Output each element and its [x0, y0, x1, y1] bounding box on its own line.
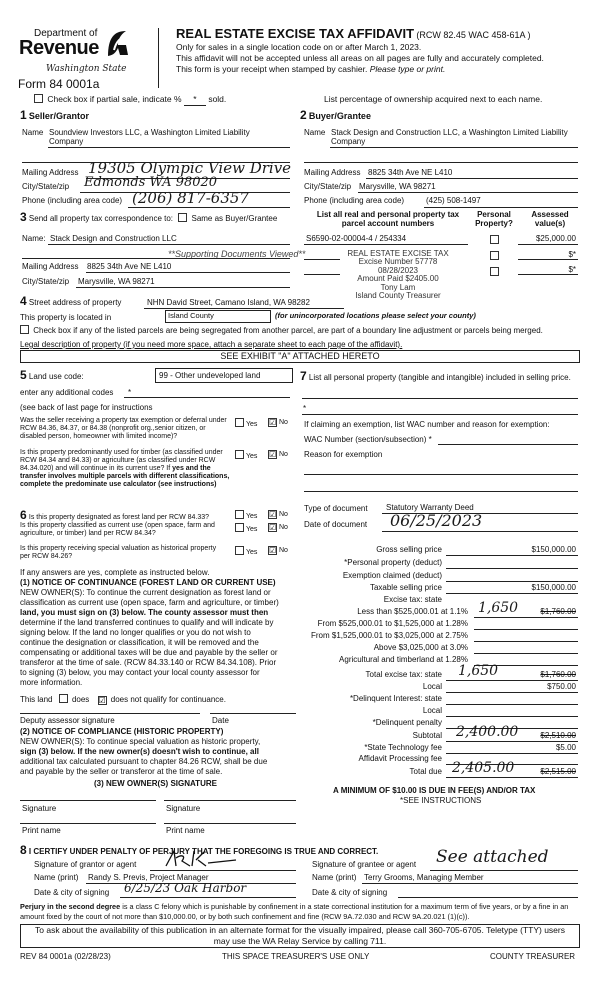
section6-no: 6	[20, 508, 27, 522]
wac-line	[438, 444, 578, 445]
notice2-text	[20, 737, 267, 777]
taxable-label: Taxable selling price	[369, 583, 442, 592]
does-not-checkbox[interactable]: ☑	[98, 696, 106, 705]
reason-line-2	[304, 491, 578, 492]
street-line	[144, 308, 344, 309]
see-instructions: *SEE INSTRUCTIONS	[400, 796, 482, 805]
landuse-q2-yes[interactable]	[235, 450, 257, 461]
exemption-claimed-label: Exemption claimed (deduct)	[342, 571, 442, 580]
tier1-label: Less than $525,000.01 at 1.1%	[357, 607, 468, 616]
notice2-title: (2) NOTICE OF COMPLIANCE (HISTORIC PROPERTY)	[20, 727, 224, 736]
header-sub3: This form is your receipt when stamped by cashier.	[176, 64, 368, 74]
subtotal-hand[interactable]: 2,400.00	[456, 724, 519, 740]
landuse-q1-yes[interactable]	[235, 418, 257, 429]
landuse-q2	[20, 449, 232, 489]
parcel-header-numbers: List all real and personal property tax parcel account numbers	[316, 210, 460, 229]
section6-q1-no[interactable]: ☑ No	[269, 510, 288, 519]
notice2-line: additional tax calculated pursuant to chapter 84.26 RCW, shall be due	[20, 757, 268, 766]
additional-codes-value[interactable]: *	[128, 388, 132, 397]
ownership-note: List percentage of ownership acquired next to each name.	[324, 94, 543, 104]
section6-q3-yes[interactable]	[235, 546, 257, 557]
section6-q1-row	[20, 509, 209, 523]
parcel-row-2-value[interactable]: $*	[568, 250, 576, 259]
grantee-sig-line	[430, 870, 578, 871]
seller-phone-line	[128, 207, 290, 208]
section6-q1-yes-label: Yes	[246, 513, 258, 520]
buyer-city-line	[358, 192, 578, 193]
form-rcw: (RCW 82.45 WAC 458-61A )	[416, 30, 531, 40]
section6-q1: Is this property designated as forest land per RCW 84.33?	[28, 514, 210, 521]
correspondence-name-value[interactable]: Stack Design and Construction LLC	[50, 234, 177, 243]
segregated-note: Check box if any of the listed parcels are being segregated from another parcel, are part of a boundary line adjustment or parcels being merged.	[33, 326, 543, 335]
parcel-row-1-line	[304, 244, 468, 245]
owner-sig-line-2	[164, 800, 296, 801]
notice1-line: continue the designation or classification, it will be removed and the	[20, 638, 259, 647]
landuse-select-value: 99 - Other undeveloped land	[159, 371, 261, 380]
dept-line3: Washington State	[46, 64, 127, 74]
exemption-claimed-line	[446, 581, 578, 582]
tech-fee-label: *State Technology fee	[364, 743, 442, 752]
grantee-name-label: Name (print)	[312, 873, 357, 882]
partial-sale-row	[34, 94, 226, 106]
partial-sale-suffix: sold.	[208, 94, 227, 104]
parcel-row-3-personal-checkbox[interactable]	[490, 267, 499, 276]
owner-print-line-2	[164, 823, 296, 824]
stamp-line5: Tony Lam	[380, 282, 416, 292]
personal-property-value[interactable]: *	[303, 404, 307, 413]
landuse-q1-no-label: No	[279, 419, 288, 426]
county-treasurer: COUNTY TREASURER	[490, 952, 576, 961]
doc-type-label: Type of document	[304, 504, 368, 513]
personal-line	[446, 568, 578, 569]
section6-q1-no-label: No	[279, 511, 288, 518]
doc-date-line	[382, 531, 578, 532]
subtotal-struck: $2,510.00	[540, 731, 576, 740]
tech-fee-line	[446, 753, 578, 754]
header-sub2: This affidavit will not be accepted unless all areas on all pages are fully and accurately completed.	[176, 53, 544, 63]
tier2-label: From $525,000.01 to $1,525,000 at 1.28%	[317, 619, 468, 628]
landuse-q1-yes-label: Yes	[246, 421, 258, 428]
parcel-row-3-line	[304, 274, 340, 275]
grantee-date-line	[398, 897, 578, 898]
correspondence-mailing-line	[86, 272, 290, 273]
tier5-label: Agricultural and timberland at 1.28%	[339, 655, 468, 664]
notice1-text	[20, 588, 279, 688]
tier1-hand[interactable]: 1,650	[478, 600, 519, 616]
section7-no: 7	[300, 369, 307, 383]
if-yes-note: If any answers are yes, complete as instructed below.	[20, 568, 210, 577]
grantor-name-value[interactable]: Randy S. Previs, Project Manager	[88, 873, 209, 882]
grantee-sig-value[interactable]: See attached	[436, 847, 549, 867]
supporting-docs: **Supporting Documents Viewed**	[168, 249, 306, 259]
doc-date-label: Date of document	[304, 520, 368, 529]
total-due-struck: $2,515.00	[540, 767, 576, 776]
correspondence-label: Send all property tax correspondence to:	[28, 214, 174, 223]
landuse-q2-no-label: No	[279, 451, 288, 458]
legal-description-field[interactable]	[20, 350, 580, 363]
landuse-q2-no[interactable]: ☑ No	[269, 450, 288, 459]
seller-phone-value[interactable]: (206) 817-6357	[132, 189, 249, 207]
county-select[interactable]	[165, 310, 271, 323]
seller-mailing-label: Mailing Address	[22, 168, 79, 177]
grantor-date-value[interactable]: 6/25/23 Oak Harbor	[124, 881, 247, 895]
landuse-row	[20, 369, 84, 383]
landuse-q2-text: Is this property predominantly used for timber (as classified under RCW 84.34 and 84.33) or agriculture (as classified under RCW 84.34.020) and will continue in its current use? If	[20, 449, 223, 473]
gross-label: Gross selling price	[376, 545, 442, 554]
buyer-name-label: Name	[304, 128, 326, 137]
correspondence-row	[20, 211, 277, 225]
revenue-logo-icon	[104, 28, 132, 58]
grantee-name-value[interactable]: Terry Grooms, Managing Member	[364, 873, 484, 882]
partial-sale-checkbox[interactable]	[34, 94, 43, 103]
correspondence-mailing-value[interactable]: 8825 34th Ave NE L410	[87, 262, 172, 271]
dept-line1: Department of	[34, 28, 98, 39]
grantor-signature[interactable]	[160, 848, 240, 870]
see-back-label: (see back of last page for instructions	[20, 403, 153, 412]
personal-label: *Personal property (deduct)	[344, 558, 442, 567]
landuse-q1: Was the seller receiving a property tax exemption or deferral under RCW 84.36, 84.37, or 84.38 (nonprofit org.,senior citizen, or disabled person, homeowner with limited income)?	[20, 417, 227, 441]
notice2-line: NEW OWNER(S): To continue special valuation as historic property,	[20, 737, 261, 746]
form-number: Form 84 0001a	[18, 77, 100, 91]
total-due-label: Total due	[409, 767, 442, 776]
stamp-line1: REAL ESTATE EXCISE TAX	[347, 249, 449, 258]
seller-name-value[interactable]: Soundview Investors LLC, a Washington Limited Liability Company	[49, 128, 250, 147]
excise-stamp	[344, 250, 452, 300]
stamp-line3: 08/28/2023	[377, 265, 419, 275]
buyer-phone-label: Phone (including area code)	[304, 196, 405, 205]
delinquent-interest-line	[446, 704, 578, 705]
notice3-title: (3) NEW OWNER(S) SIGNATURE	[94, 779, 217, 788]
owner-sig-line-1	[20, 800, 156, 801]
buyer-mailing-value[interactable]: 8825 34th Ave NE L410	[368, 168, 453, 177]
notice1-title: (1) NOTICE OF CONTINUANCE (FOREST LAND OR CURRENT USE)	[20, 578, 276, 587]
seller-phone-label: Phone (including area code)	[22, 196, 123, 205]
form-title-row	[176, 27, 531, 42]
section6-q3-no-label: No	[279, 547, 288, 554]
street-value[interactable]: NHN David Street, Camano Island, WA 98282	[147, 298, 310, 307]
certify-section-no: 8	[20, 843, 27, 857]
section6-q3-no[interactable]: ☑ No	[269, 546, 288, 555]
total-state-hand[interactable]: 1,650	[458, 663, 499, 679]
buyer-name-line2	[304, 162, 578, 163]
landuse-section-no: 5	[20, 368, 27, 382]
grantor-date-label: Date & city of signing	[34, 888, 110, 897]
wac-label: WAC Number (section/subsection)	[304, 435, 427, 444]
parcel-row-3-value-line	[518, 274, 578, 275]
grantee-sig-label: Signature of grantee or agent	[312, 860, 417, 869]
correspondence-name-line	[48, 244, 290, 245]
buyer-city-label: City/State/zip	[304, 182, 352, 191]
correspondence-city-value[interactable]: Marysville, WA 98271	[78, 277, 155, 286]
accessibility-box	[20, 924, 580, 948]
owner-print-line-1	[20, 823, 156, 824]
notice1-line: transferor at the time of sale. (RCW 84.33.140 or RCW 84.34.108). Prior	[20, 658, 277, 667]
affidavit-fee-label: Affidavit Processing fee	[358, 754, 442, 763]
deputy-label: Deputy assessor signature	[20, 716, 115, 725]
section6-q3: Is this property receiving special valuation as historical property per RCW 84.26?	[20, 545, 217, 561]
legal-description-value: SEE EXHIBIT "A" ATTACHED HERETO	[220, 351, 380, 361]
tier2-line	[474, 629, 578, 630]
does-not-label: does not qualify for continuance.	[110, 695, 226, 704]
same-as-checkbox[interactable]	[178, 213, 187, 222]
header-sub3-row	[176, 65, 445, 75]
header-sub3-italic: Please type or print.	[369, 64, 446, 74]
owner-sig-label-2: Signature	[166, 804, 201, 813]
grantee-date-label: Date & city of signing	[312, 888, 388, 897]
gross-value[interactable]: $150,000.00	[531, 545, 576, 554]
buyer-name-line	[330, 147, 578, 148]
taxable-value[interactable]: $150,000.00	[531, 583, 576, 592]
this-land-label: This land	[20, 695, 53, 704]
seller-city-label: City/State/zip	[22, 182, 70, 191]
total-state-label: Total excise tax: state	[365, 670, 442, 679]
buyer-mailing-line	[366, 178, 578, 179]
section6-q1-yes[interactable]	[235, 510, 257, 521]
stamp-line2: Excise Number 57778	[358, 257, 438, 267]
delinquent-local-line	[446, 716, 578, 717]
landuse-q2-yes-label: Yes	[246, 453, 258, 460]
notice2-line: sign (3) below. If the new owner(s) doesn't wish to continue, all	[20, 747, 259, 756]
section6-q3-yes-label: Yes	[246, 549, 258, 556]
exemption-label: If claiming an exemption, list WAC number and reason for exemption:	[304, 420, 550, 429]
total-due-hand[interactable]: 2,405.00	[452, 760, 515, 776]
owner-sig-label-1: Signature	[22, 804, 57, 813]
seller-city-value[interactable]: Edmonds WA 98020	[84, 175, 218, 190]
partial-sale-value[interactable]: *	[184, 95, 206, 106]
grantor-sig-line	[150, 870, 296, 871]
notice1-line: land, you must sign on (3) below. The county assessor must then	[20, 608, 269, 617]
deputy-sig-line	[20, 713, 200, 714]
local-label: Local	[422, 682, 442, 691]
correspondence-city-label: City/State/zip	[22, 277, 70, 286]
parcel-header-personal: Personal Property?	[475, 210, 513, 229]
section6-q2-yes[interactable]	[235, 523, 257, 534]
buyer-name-value[interactable]: Stack Design and Construction LLC, a Washington Limited Liability Company	[331, 128, 568, 147]
owner-print-label-2: Print name	[166, 826, 205, 835]
section6-q2-yes-label: Yes	[246, 526, 258, 533]
seller-section-no: 1	[20, 108, 27, 122]
correspondence-section-no: 3	[20, 210, 27, 224]
delinquent-interest-label: *Delinquent Interest: state	[349, 694, 442, 703]
grantor-name-label: Name (print)	[34, 873, 79, 882]
tier1-line	[474, 617, 578, 618]
dept-line2: Revenue	[19, 37, 99, 59]
landuse-select[interactable]	[155, 368, 293, 383]
accessibility-text: To ask about the availability of this publication in an alternate format for the visually impaired, please call 360-705-6705. Teletype (TTY) users may use the WA Relay Service by calling 711.	[35, 925, 565, 946]
doc-type-value[interactable]: Statutory Warranty Deed	[386, 503, 474, 512]
grantee-name-line	[362, 883, 578, 884]
minimum-note: A MINIMUM OF $10.00 IS DUE IN FEE(S) AND/OR TAX	[333, 786, 536, 795]
gross-line	[446, 555, 578, 556]
located-label: This property is located in	[20, 313, 112, 322]
notice1-line: classification as current use (open space, farm and agriculture, or timber)	[20, 598, 279, 607]
treasurer-use: THIS SPACE TREASURER'S USE ONLY	[222, 952, 370, 961]
buyer-city-value[interactable]: Marysville, WA 98271	[359, 182, 436, 191]
local-line	[446, 692, 578, 693]
street-label: Street address of property	[28, 298, 122, 307]
does-checkbox[interactable]	[59, 694, 68, 703]
seller-section-title: Seller/Grantor	[28, 111, 89, 121]
seller-name-label: Name	[22, 128, 44, 137]
notice1-line: signing below. If the land no longer qualifies or you do not wish to	[20, 628, 251, 637]
header-divider	[158, 28, 159, 88]
notice1-line: determine if the land transferred continues to qualify and will indicate by	[20, 618, 274, 627]
local-value[interactable]: $750.00	[547, 682, 576, 691]
additional-codes-line	[124, 397, 290, 398]
street-section-no: 4	[20, 294, 27, 308]
stamp-line6: Island County Treasurer	[355, 290, 441, 300]
perjury-text: is a class C felony which is punishable by confinement in a state correctional institution for a maximum term of five years, or by a fine in an amount fixed by the court of not more than $10,000.00, or by both such confinement and fine (RCW 9A.72.030 and RCW 9A.20.021 (1)(c)).	[20, 902, 569, 921]
correspondence-city-line	[76, 287, 290, 288]
buyer-section-title: Buyer/Grantee	[308, 111, 371, 121]
total-due-line	[446, 777, 578, 778]
segregated-row	[20, 325, 543, 335]
seller-section-heading	[20, 109, 89, 123]
stamp-line4: Amount Paid $2405.00	[357, 274, 439, 284]
section6-q2-no[interactable]: ☑ No	[269, 523, 288, 532]
additional-codes-label: enter any additional codes	[20, 388, 114, 397]
rev-number: REV 84 0001a (02/28/23)	[20, 952, 111, 961]
reason-label: Reason for exemption	[304, 450, 383, 459]
does-label: does	[71, 695, 90, 704]
tier4-label: Above $3,025,000 at 3.0%	[373, 643, 468, 652]
section6-q2: Is this property classified as current use (open space, farm and agriculture, or timber) land per RCW 84.34?	[20, 522, 215, 538]
deputy-date-label: Date	[212, 716, 229, 725]
same-as-label: Same as Buyer/Grantee	[191, 214, 278, 223]
parcel-row-1-value-line	[518, 244, 578, 245]
grantor-sig-label: Signature of grantor or agent	[34, 860, 137, 869]
subtotal-label: Subtotal	[412, 731, 442, 740]
deputy-date-line	[210, 713, 296, 714]
personal-property-line-2	[302, 414, 578, 415]
doc-date-value[interactable]: 06/25/2023	[390, 511, 483, 530]
county-select-value: Island County	[168, 311, 214, 320]
parcel-header-assessed: Assessed value(s)	[531, 210, 569, 229]
parcel-row-2-line	[304, 259, 340, 260]
tier3-label: From $1,525,000.01 to $3,025,000 at 2.75%	[310, 631, 468, 640]
tier1-struck: $1,760.00	[540, 607, 576, 616]
correspondence-line2	[22, 258, 290, 259]
section7-row	[300, 370, 578, 384]
legal-label: Legal description of property (if you need more space, attach a separate sheet to each page of the affidavit).	[20, 340, 403, 349]
form-title: REAL ESTATE EXCISE TAX AFFIDAVIT	[176, 26, 415, 41]
buyer-section-heading	[300, 109, 371, 123]
buyer-mailing-label: Mailing Address	[304, 168, 361, 177]
tier4-line	[474, 653, 578, 654]
parcel-row-1-number[interactable]: S6590-02-00004-4 / 254334	[306, 234, 407, 243]
parcel-row-2-personal-checkbox[interactable]	[490, 251, 499, 260]
perjury-bold: Perjury in the second degree	[20, 902, 121, 911]
delinquent-penalty-label: *Delinquent penalty	[372, 718, 442, 727]
tier3-line	[474, 641, 578, 642]
this-land-row	[20, 694, 226, 705]
parcel-row-1-personal-checkbox[interactable]	[490, 235, 499, 244]
subtotal-line	[446, 741, 578, 742]
correspondence-name-label: Name:	[22, 234, 46, 243]
total-state-struck: $1,760.00	[540, 670, 576, 679]
section6-q2-no-label: No	[279, 524, 288, 531]
wac-row	[304, 435, 432, 444]
parcel-row-3-value[interactable]: $*	[568, 265, 576, 274]
delinquent-local-label: Local	[422, 706, 442, 715]
owner-print-label-1: Print name	[22, 826, 61, 835]
landuse-q1-no[interactable]: ☑ No	[269, 418, 288, 427]
certify-statement: I CERTIFY UNDER PENALTY OF PERJURY THAT THE FOREGOING IS TRUE AND CORRECT.	[28, 847, 379, 856]
seller-name-line	[48, 147, 290, 148]
reason-line-1	[304, 474, 578, 475]
wac-value[interactable]: *	[428, 435, 432, 444]
parcel-row-2-value-line	[518, 259, 578, 260]
excise-state-label: Excise tax: state	[383, 595, 442, 604]
notice1-line: more information.	[20, 678, 83, 687]
notice1-line: NEW OWNER(S): To continue the current designation as forest land or	[20, 588, 271, 597]
total-state-line	[446, 680, 578, 681]
notice1-line: compensating or additional taxes will be due and payable by the seller or	[20, 648, 278, 657]
unincorporated-note: (for unincorporated locations please select your county)	[275, 311, 476, 320]
seller-mailing-value[interactable]: 19305 Olympic View Drive	[88, 159, 292, 177]
partial-sale-label: Check box if partial sale, indicate %	[47, 94, 182, 104]
landuse-q2-bold: yes and the transfer involves multiple parcels with different classifications, complete the predominate use calculator (see instructions)	[20, 465, 230, 489]
street-row	[20, 295, 121, 309]
parcel-row-1-value[interactable]: $25,000.00	[535, 234, 576, 243]
landuse-label: Land use code:	[28, 372, 84, 381]
correspondence-mailing-label: Mailing Address	[22, 262, 79, 271]
buyer-section-no: 2	[300, 108, 307, 122]
grantor-date-line	[120, 897, 296, 898]
buyer-phone-value[interactable]: (425) 508-1497	[426, 196, 481, 205]
segregated-checkbox[interactable]	[20, 325, 29, 334]
tech-fee-value[interactable]: $5.00	[555, 743, 576, 752]
header-sub1: Only for sales in a single location code on or after March 1, 2023.	[176, 42, 422, 52]
personal-property-line-1	[302, 398, 578, 399]
section7-label: List all personal property (tangible and intangible) included in selling price.	[308, 373, 571, 382]
notice1-line: to signing (3) below, you may contact your local county assessor for	[20, 668, 260, 677]
buyer-phone-line	[424, 207, 578, 208]
taxable-line	[446, 593, 578, 594]
notice2-line: and payable by the seller or transferor at the time of sale.	[20, 767, 223, 776]
perjury-notice	[20, 902, 580, 922]
